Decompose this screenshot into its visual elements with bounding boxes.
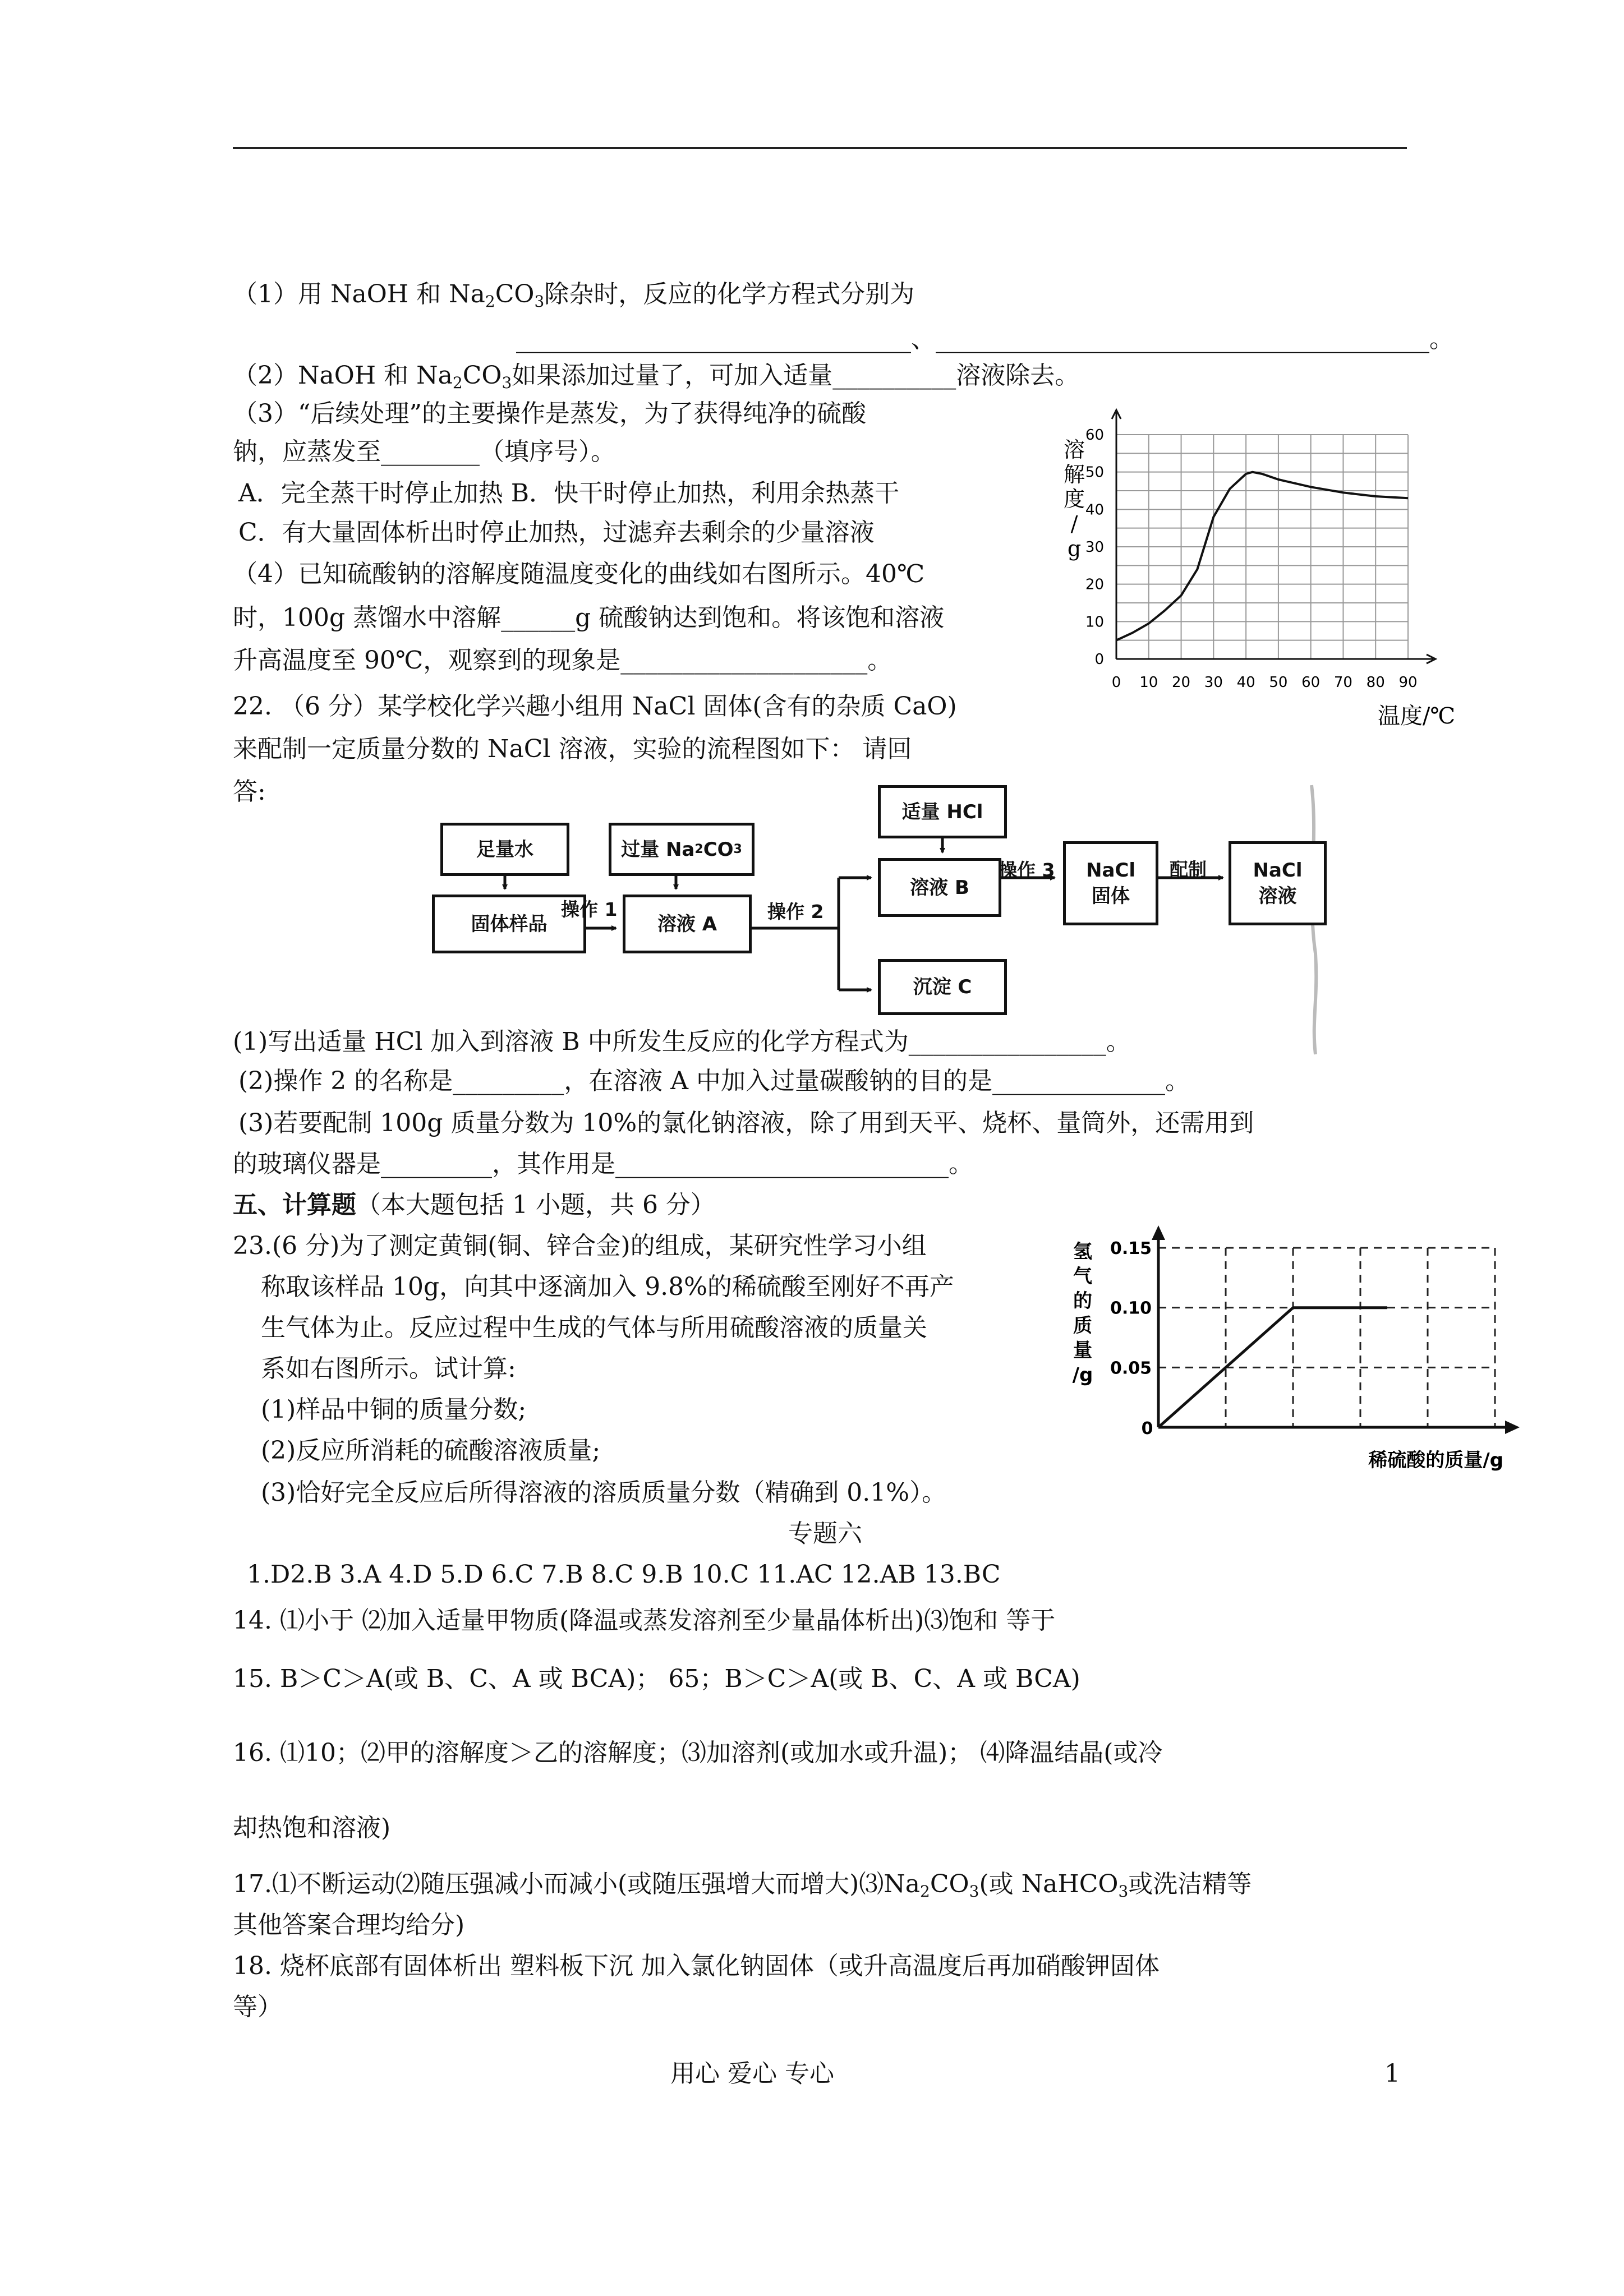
answer-16-line2: 却热饱和溶液) [233, 1814, 391, 1842]
x-tick-label: 10 [1139, 674, 1158, 691]
q21-part4-line2: 时，100g 蒸馏水中溶解______g 硫酸钠达到饱和。将该饱和溶液 [233, 603, 945, 632]
y-tick-label: 20 [1085, 576, 1104, 593]
x-tick-label: 90 [1398, 674, 1418, 691]
y-axis-label-char: 溶 [1063, 437, 1085, 462]
q23-line5: (1)样品中铜的质量分数; [261, 1395, 527, 1424]
y-axis-label-char: 气 [1073, 1265, 1092, 1288]
answers-multiple-choice: 1.D2.B 3.A 4.D 5.D 6.C 7.B 8.C 9.B 10.C 11.AC 12.AB 13.BC [247, 1560, 1001, 1589]
y-axis-label-char: 量 [1073, 1339, 1092, 1362]
hydrogen-chart [1066, 1223, 1548, 1475]
x-tick-label: 0 [1111, 674, 1121, 691]
q21-part2: （2）NaOH 和 $Na_2CO_3$如果添加过量了，可加入适量__________溶液除去。 [233, 361, 1080, 392]
q23-line4: 系如右图所示。试计算: [261, 1354, 516, 1383]
y-axis-label-char: 氢 [1073, 1241, 1092, 1263]
answer-18-line2: 等） [233, 1993, 282, 2021]
origin-label: 0 [1141, 1419, 1153, 1439]
q21-part4-line1: （4）已知硫酸钠的溶解度随温度变化的曲线如右图所示。40℃ [233, 560, 925, 588]
flow-box-solution-b: 溶液 B [878, 858, 1001, 917]
q23-line2: 称取该样品 10g，向其中逐滴加入 9.8%的稀硫酸至刚好不再产 [261, 1273, 954, 1301]
x-tick-label: 30 [1204, 674, 1223, 691]
q22-intro-line3: 答: [233, 777, 266, 806]
y-tick-label: 0.15 [1110, 1239, 1152, 1258]
x-tick-label: 20 [1172, 674, 1191, 691]
q21-part3-line2: 钠，应蒸发至________（填序号）。 [233, 437, 615, 466]
flow-box-hcl: 适量 HCl [878, 785, 1007, 838]
section5-heading: 五、计算题（本大题包括 1 小题，共 6 分） [233, 1191, 715, 1219]
y-tick-label: 40 [1085, 501, 1104, 519]
answer-15: 15. B＞C＞A(或 B、C、A 或 BCA)； 65；B＞C＞A(或 B、C、A 或 BCA) [233, 1665, 1080, 1693]
flow-box-nacl-solid: NaCl 固体 [1063, 841, 1158, 925]
y-axis-label-char: / [1070, 511, 1078, 536]
flow-box-precipitate-c: 沉淀 C [878, 959, 1007, 1015]
q21-part1-blank: ________________________________、________________________________________。 [516, 325, 1454, 353]
y-tick-label: 60 [1085, 427, 1104, 444]
page-number: 1 [1384, 2059, 1400, 2088]
y-tick-label: 0 [1094, 651, 1104, 668]
flow-box-na2co3: 过量 Na 2 CO 3 [609, 823, 755, 876]
q21-option-ab: A．完全蒸干时停止加热 B．快干时停止加热，利用余热蒸干 [238, 479, 900, 508]
x-tick-label: 60 [1301, 674, 1321, 691]
flow-box-nacl-solution: NaCl 溶液 [1229, 841, 1327, 925]
answer-18-line1: 18. 烧杯底部有固体析出 塑料板下沉 加入氯化钠固体（或升高温度后再加硝酸钾固体 [233, 1952, 1160, 1980]
y-tick-label: 30 [1085, 539, 1104, 556]
flow-box-sample: 固体样品 [432, 895, 586, 953]
x-tick-label: 50 [1269, 674, 1288, 691]
answer-17-line1: 17.⑴不断运动⑵随压强减小而减小(或随压强增大而增大)$⑶Na_2CO_3$(或 NaHCO$_3$或洗洁精等 [233, 1870, 1252, 1901]
flow-label-op1: 操作 1 [561, 898, 618, 920]
y-tick-label: 10 [1085, 614, 1104, 631]
y-axis-label-char: /g [1072, 1364, 1093, 1386]
answers-title: 专题六 [788, 1519, 862, 1548]
y-axis-label-char: 的 [1073, 1290, 1092, 1312]
y-axis-label-char: g [1067, 536, 1082, 561]
q22-sub3-line2: 的玻璃仪器是_________，其作用是___________________________。 [233, 1150, 973, 1178]
q23-line7: (3)恰好完全反应后所得溶液的溶质质量分数（精确到 0.1%）。 [261, 1478, 947, 1507]
q21-option-c: C．有大量固体析出时停止加热，过滤弃去剩余的少量溶液 [238, 518, 875, 547]
answer-17-line2: 其他答案合理均给分) [233, 1911, 465, 1939]
q22-intro-line2: 来配制一定质量分数的 NaCl 溶液，实验的流程图如下： 请回 [233, 735, 912, 763]
y-tick-label: 0.10 [1110, 1298, 1152, 1318]
footer-motto: 用心 爱心 专心 [670, 2059, 834, 2088]
x-tick-label: 40 [1236, 674, 1255, 691]
answer-16-line1: 16. ⑴10；⑵甲的溶解度＞乙的溶解度；⑶加溶剂(或加水或升温)； ⑷降温结晶(或冷 [233, 1739, 1163, 1767]
y-axis-label-char: 质 [1073, 1315, 1092, 1337]
y-tick-label: 0.05 [1110, 1358, 1152, 1378]
q23-line6: (2)反应所消耗的硫酸溶液质量; [261, 1436, 601, 1465]
q21-part3-line1: （3）“后续处理”的主要操作是蒸发，为了获得纯净的硫酸 [233, 399, 866, 428]
q23-line3: 生气体为止。反应过程中生成的气体与所用硫酸溶液的质量关 [261, 1313, 927, 1342]
y-axis-label-char: 解 [1063, 462, 1085, 487]
q21-part1: （1）用 NaOH 和 $Na_2CO_3$除杂时，反应的化学方程式分别为 [233, 280, 915, 311]
x-axis-label: 温度/℃ [1377, 703, 1456, 729]
flow-label-op2: 操作 2 [767, 901, 824, 923]
x-axis-arrow [1505, 1421, 1520, 1434]
flow-label-prep: 配制 [1170, 859, 1207, 880]
y-tick-label: 50 [1085, 464, 1104, 481]
flow-label-op3: 操作 3 [999, 859, 1055, 881]
q22-intro-line1: 22. （6 分）某学校化学兴趣小组用 NaCl 固体(含有的杂质 CaO) [233, 692, 957, 721]
q22-sub1: (1)写出适量 HCl 加入到溶液 B 中所发生反应的化学方程式为________________。 [233, 1027, 1131, 1056]
q21-part4-line3: 升高温度至 90℃，观察到的现象是____________________。 [233, 646, 892, 675]
flow-box-water: 足量水 [440, 823, 569, 876]
q23-line1: 23.(6 分)为了测定黄铜(铜、锌合金)的组成，某研究性学习小组 [233, 1232, 927, 1260]
q22-sub3-line1: (3)若要配制 100g 质量分数为 10%的氯化钠溶液，除了用到天平、烧杯、量筒外，还需用到 [238, 1109, 1254, 1137]
y-axis-label-char: 度 [1063, 487, 1085, 511]
q22-sub2: (2)操作 2 的名称是_________，在溶液 A 中加入过量碳酸钠的目的是______________。 [238, 1067, 1190, 1095]
x-tick-label: 80 [1366, 674, 1385, 691]
answer-14: 14. ⑴小于 ⑵加入适量甲物质(降温或蒸发溶剂至少量晶体析出)⑶饱和 等于 [233, 1606, 1056, 1635]
y-axis-arrow [1152, 1225, 1165, 1240]
x-axis-label: 稀硫酸的质量/g [1368, 1449, 1503, 1472]
x-tick-label: 70 [1333, 674, 1352, 691]
flow-box-solution-a: 溶液 A [623, 895, 752, 953]
